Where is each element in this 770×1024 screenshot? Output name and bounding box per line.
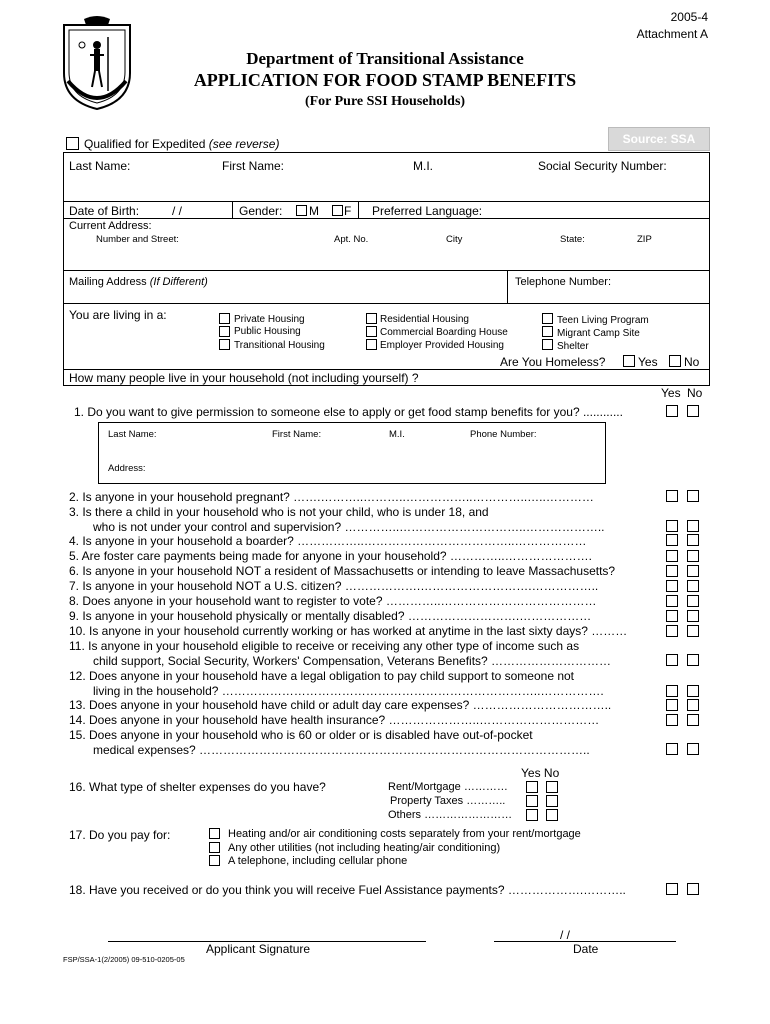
yes-header: Yes bbox=[661, 386, 681, 400]
question-12-cont: living in the household? ……………………………………………………………………..……………. bbox=[93, 684, 604, 698]
taxes-yes-checkbox[interactable] bbox=[526, 795, 538, 807]
shelter-label: Shelter bbox=[557, 341, 589, 352]
question-11-cont: child support, Social Security, Workers' Compensation, Veterans Benefits? ………………………… bbox=[93, 654, 612, 668]
living-label: You are living in a: bbox=[69, 308, 167, 322]
form-number: 2005-4 bbox=[670, 10, 708, 24]
gender-female-checkbox[interactable] bbox=[332, 205, 343, 216]
question-5: 5. Are foster care payments being made for anyone in your household? …………..…………………. bbox=[69, 549, 592, 563]
question-9: 9. Is anyone in your household physically or mentally disabled? ……………………….……………… bbox=[69, 609, 592, 623]
city-label: City bbox=[446, 234, 463, 245]
signature-label: Applicant Signature bbox=[206, 942, 311, 956]
employer-housing-label: Employer Provided Housing bbox=[380, 340, 504, 351]
question-14: 14. Does anyone in your household have health insurance? …………………..………………………… bbox=[69, 713, 600, 727]
q3-no-checkbox[interactable] bbox=[687, 520, 699, 532]
heating-checkbox[interactable] bbox=[209, 828, 220, 839]
question-3: 3. Is there a child in your household who is not your child, who is under 18, and bbox=[69, 505, 489, 519]
q11-yes-checkbox[interactable] bbox=[666, 654, 678, 666]
date-separators: / / bbox=[560, 928, 571, 942]
expedited-label: Qualified for Expedited (see reverse) bbox=[84, 137, 280, 151]
question-15-cont: medical expenses? …………………………………………………………………………………….. bbox=[93, 743, 590, 757]
telephone-option-label: A telephone, including cellular phone bbox=[228, 855, 408, 867]
q4-no-checkbox[interactable] bbox=[687, 534, 699, 546]
attachment-label: Attachment A bbox=[636, 27, 708, 41]
q7-yes-checkbox[interactable] bbox=[666, 580, 678, 592]
residential-housing-label: Residential Housing bbox=[380, 314, 469, 325]
rep-phone-label: Phone Number: bbox=[470, 429, 537, 440]
transitional-housing-label: Transitional Housing bbox=[234, 340, 325, 351]
dob-separators: / / bbox=[172, 204, 183, 218]
q15-yes-checkbox[interactable] bbox=[666, 743, 678, 755]
heating-label: Heating and/or air conditioning costs separately from your rent/mortgage bbox=[228, 828, 581, 840]
rent-no-checkbox[interactable] bbox=[546, 781, 558, 793]
others-yes-checkbox[interactable] bbox=[526, 809, 538, 821]
question-13: 13. Does anyone in your household have child or adult day care expenses? …………………………….. bbox=[69, 698, 612, 712]
q1-no-checkbox[interactable] bbox=[687, 405, 699, 417]
q6-no-checkbox[interactable] bbox=[687, 565, 699, 577]
homeless-no-label: No bbox=[684, 355, 700, 369]
first-name-label: First Name: bbox=[222, 159, 285, 173]
boarding-house-checkbox[interactable] bbox=[366, 326, 377, 337]
teen-living-label: Teen Living Program bbox=[557, 315, 649, 326]
q15-no-checkbox[interactable] bbox=[687, 743, 699, 755]
rent-yes-checkbox[interactable] bbox=[526, 781, 538, 793]
question-18: 18. Have you received or do you think you will receive Fuel Assistance payments? ……………….……….. bbox=[69, 883, 626, 897]
teen-living-checkbox[interactable] bbox=[542, 313, 553, 324]
others-label: Others …………………… bbox=[388, 809, 513, 821]
telephone-checkbox[interactable] bbox=[209, 855, 220, 866]
q9-no-checkbox[interactable] bbox=[687, 610, 699, 622]
question-6: 6. Is anyone in your household NOT a resident of Massachusetts or intending to leave Massachusetts? bbox=[69, 564, 616, 578]
q13-yes-checkbox[interactable] bbox=[666, 699, 678, 711]
homeless-yes-checkbox[interactable] bbox=[623, 355, 635, 367]
utilities-checkbox[interactable] bbox=[209, 842, 220, 853]
ssn-label: Social Security Number: bbox=[538, 159, 667, 173]
q18-no-checkbox[interactable] bbox=[687, 883, 699, 895]
homeless-yes-label: Yes bbox=[638, 355, 658, 369]
zip-label: ZIP bbox=[637, 234, 652, 245]
private-housing-label: Private Housing bbox=[234, 314, 305, 325]
question-3-cont: who is not under your control and supervision? …………..…………………………..……………….. bbox=[93, 520, 605, 534]
shelter-checkbox[interactable] bbox=[542, 339, 553, 350]
gender-label: Gender: bbox=[239, 204, 283, 218]
question-12: 12. Does anyone in your household have a legal obligation to pay child support to someone not bbox=[69, 669, 575, 683]
migrant-camp-label: Migrant Camp Site bbox=[557, 328, 640, 339]
question-15: 15. Does anyone in your household who is 60 or older or is disabled have out-of-pocket bbox=[69, 728, 533, 742]
gender-male-checkbox[interactable] bbox=[296, 205, 307, 216]
private-housing-checkbox[interactable] bbox=[219, 313, 230, 324]
form-subtitle: (For Pure SSI Households) bbox=[304, 94, 466, 109]
taxes-no-checkbox[interactable] bbox=[546, 795, 558, 807]
rent-mortgage-label: Rent/Mortgage ………… bbox=[388, 781, 508, 793]
others-no-checkbox[interactable] bbox=[546, 809, 558, 821]
q10-yes-checkbox[interactable] bbox=[666, 625, 678, 637]
q18-yes-checkbox[interactable] bbox=[666, 883, 678, 895]
q16-yes-no-header: Yes No bbox=[521, 766, 560, 780]
rep-last-name-label: Last Name: bbox=[108, 429, 157, 440]
date-label: Date bbox=[573, 942, 599, 956]
current-address-label: Current Address: bbox=[69, 220, 152, 232]
q12-no-checkbox[interactable] bbox=[687, 685, 699, 697]
q12-yes-checkbox[interactable] bbox=[666, 685, 678, 697]
source-badge: Source: SSA bbox=[608, 127, 710, 151]
question-7: 7. Is anyone in your household NOT a U.S. citizen? ……………….……………………….…………….. bbox=[69, 579, 599, 593]
q11-no-checkbox[interactable] bbox=[687, 654, 699, 666]
homeless-no-checkbox[interactable] bbox=[669, 355, 681, 367]
q5-yes-checkbox[interactable] bbox=[666, 550, 678, 562]
migrant-camp-checkbox[interactable] bbox=[542, 326, 553, 337]
question-16: 16. What type of shelter expenses do you have? bbox=[69, 780, 326, 794]
form-footer-code: FSP/SSA-1(2/2005) 09-510-0205-05 bbox=[63, 955, 185, 964]
question-11: 11. Is anyone in your household eligible to receive or receiving any other type of income such as bbox=[69, 639, 580, 653]
q13-no-checkbox[interactable] bbox=[687, 699, 699, 711]
language-label: Preferred Language: bbox=[372, 204, 483, 218]
number-street-label: Number and Street: bbox=[96, 234, 179, 245]
q1-yes-checkbox[interactable] bbox=[666, 405, 678, 417]
q2-yes-checkbox[interactable] bbox=[666, 490, 678, 502]
property-taxes-label: Property Taxes ……….. bbox=[390, 795, 506, 807]
question-2: 2. Is anyone in your household pregnant? …….………..………..……………..…………..…..………… bbox=[69, 490, 594, 504]
telephone-label: Telephone Number: bbox=[515, 276, 612, 288]
public-housing-checkbox[interactable] bbox=[219, 326, 230, 337]
question-4: 4. Is anyone in your household a boarder? ……………..………………………………..……………… bbox=[69, 534, 587, 548]
q4-yes-checkbox[interactable] bbox=[666, 534, 678, 546]
public-housing-label: Public Housing bbox=[234, 326, 301, 337]
gender-male-label: M bbox=[309, 204, 319, 218]
residential-housing-checkbox[interactable] bbox=[366, 313, 377, 324]
question-1: 1. Do you want to give permission to someone else to apply or get food stamp benefits for you? ............ bbox=[74, 405, 623, 419]
form-title: APPLICATION FOR FOOD STAMP BENEFITS bbox=[193, 70, 577, 90]
mi-label: M.I. bbox=[413, 159, 433, 173]
q6-yes-checkbox[interactable] bbox=[666, 565, 678, 577]
boarding-house-label: Commercial Boarding House bbox=[380, 327, 508, 338]
q10-no-checkbox[interactable] bbox=[687, 625, 699, 637]
state-label: State: bbox=[560, 234, 585, 245]
utilities-label: Any other utilities (not including heating/air conditioning) bbox=[228, 842, 501, 854]
mailing-address-label: Mailing Address (If Different) bbox=[69, 276, 208, 288]
rep-mi-label: M.I. bbox=[389, 429, 405, 440]
expedited-checkbox[interactable] bbox=[66, 137, 79, 150]
q3-yes-checkbox[interactable] bbox=[666, 520, 678, 532]
q5-no-checkbox[interactable] bbox=[687, 550, 699, 562]
homeless-label: Are You Homeless? bbox=[500, 355, 606, 369]
q8-no-checkbox[interactable] bbox=[687, 595, 699, 607]
department-title: Department of Transitional Assistance bbox=[246, 49, 524, 68]
q7-no-checkbox[interactable] bbox=[687, 580, 699, 592]
q14-yes-checkbox[interactable] bbox=[666, 714, 678, 726]
last-name-label: Last Name: bbox=[69, 159, 131, 173]
q14-no-checkbox[interactable] bbox=[687, 714, 699, 726]
question-10: 10. Is anyone in your household currently working or has worked at anytime in the last sixty days? ……… bbox=[69, 624, 628, 638]
gender-female-label: F bbox=[344, 204, 352, 218]
employer-housing-checkbox[interactable] bbox=[366, 339, 377, 350]
q9-yes-checkbox[interactable] bbox=[666, 610, 678, 622]
no-header: No bbox=[687, 386, 703, 400]
transitional-housing-checkbox[interactable] bbox=[219, 339, 230, 350]
apt-label: Apt. No. bbox=[334, 234, 369, 245]
household-count-label: How many people live in your household (not including yourself) ? bbox=[69, 371, 419, 385]
question-17: 17. Do you pay for: bbox=[69, 828, 171, 842]
rep-address-label: Address: bbox=[108, 463, 146, 474]
question-8: 8. Does anyone in your household want to register to vote? …………..………………………………… bbox=[69, 594, 597, 608]
rep-first-name-label: First Name: bbox=[272, 429, 322, 440]
q8-yes-checkbox[interactable] bbox=[666, 595, 678, 607]
q2-no-checkbox[interactable] bbox=[687, 490, 699, 502]
dob-label: Date of Birth: bbox=[69, 204, 140, 218]
